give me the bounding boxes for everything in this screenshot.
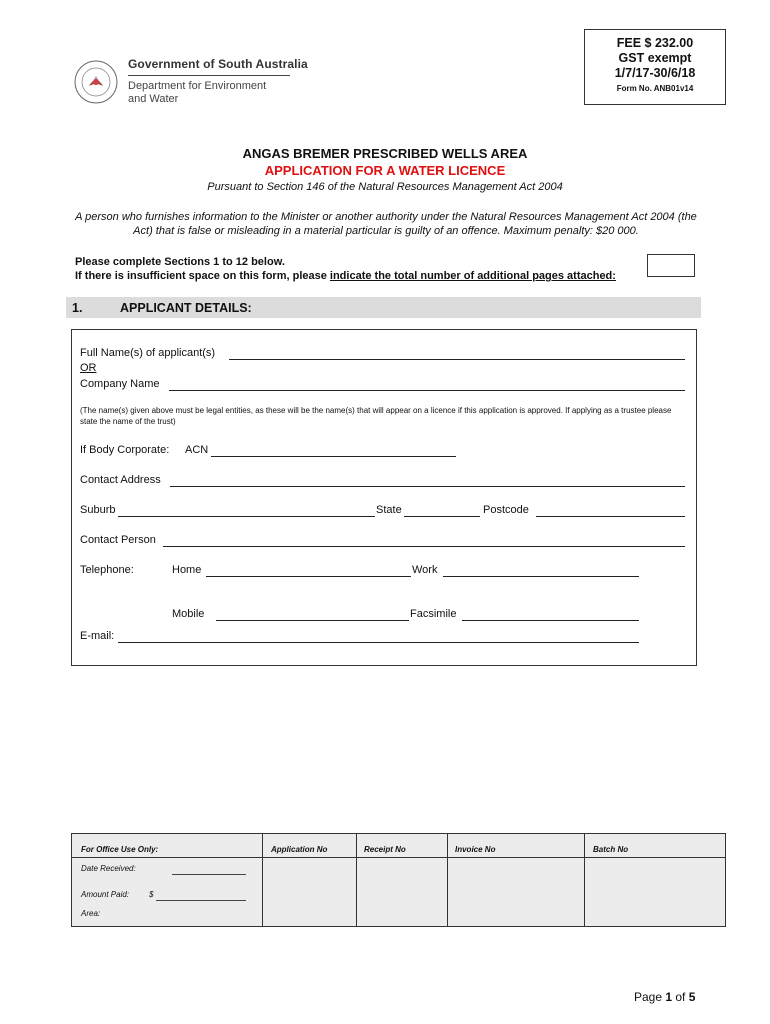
company-name-field[interactable] (169, 389, 685, 391)
page-total: 5 (688, 990, 696, 1004)
government-seal-icon (74, 60, 118, 104)
work-phone-label: Work (412, 564, 438, 576)
page-current: 1 (665, 990, 673, 1004)
application-title: APPLICATION FOR A WATER LICENCE (264, 163, 506, 178)
gst-status: GST exempt (618, 51, 692, 65)
postcode-field[interactable] (536, 515, 685, 517)
suburb-field[interactable] (118, 515, 375, 517)
state-field[interactable] (404, 515, 480, 517)
receipt-no-header: Receipt No (364, 845, 406, 854)
telephone-label: Telephone: (80, 564, 134, 576)
instructions-line2-prefix: If there is insufficient space on this form, please (75, 270, 330, 282)
office-col-divider (584, 834, 585, 926)
government-title: Government of South Australia (128, 57, 308, 71)
section-title: APPLICANT DETAILS: (120, 301, 252, 315)
date-received-field[interactable] (172, 873, 246, 875)
contact-address-label: Contact Address (80, 474, 161, 486)
section-number: 1. (72, 301, 83, 315)
office-use-table (71, 833, 726, 927)
applicant-details-box (71, 329, 697, 666)
office-table-header-divider (72, 857, 725, 858)
legal-entity-note: (The name(s) given above must be legal entities, as these will be the name(s) that will appear on a licence if this application is approved. If applying as a trustee please state the name of the trust) (80, 406, 672, 426)
department-name-line2: and Water (128, 93, 179, 105)
instructions-line2-underlined: indicate the total number of additional pages attached: (329, 270, 616, 282)
department-name-line1: Department for Environment (128, 80, 267, 92)
penalty-warning: A person who furnishes information to the Minister or another authority under the Natural Resources Management Act 2004 (the Act) that is false or misleading in a material particular is guilty of an offence. Maximum penalty: $20 000. (75, 211, 697, 237)
facsimile-label: Facsimile (410, 608, 457, 620)
logo-divider (128, 75, 290, 76)
office-col-divider (356, 834, 357, 926)
additional-pages-field[interactable] (647, 254, 695, 277)
home-phone-label: Home (172, 564, 202, 576)
page-number (634, 990, 695, 1004)
invoice-no-header: Invoice No (455, 845, 496, 854)
full-names-label: Full Name(s) of applicant(s) (80, 347, 216, 359)
email-label: E-mail: (80, 630, 115, 642)
or-label: OR (80, 362, 97, 374)
page-of: of (672, 990, 689, 1004)
full-names-field[interactable] (229, 358, 685, 360)
fee-amount: FEE $ 232.00 (616, 36, 694, 50)
postcode-label: Postcode (483, 504, 529, 516)
office-use-label: For Office Use Only: (81, 845, 159, 854)
instructions-line2 (75, 269, 616, 283)
office-col-divider (447, 834, 448, 926)
work-phone-field[interactable] (443, 575, 639, 577)
company-name-label: Company Name (80, 378, 160, 390)
suburb-label: Suburb (80, 504, 116, 516)
facsimile-field[interactable] (462, 619, 639, 621)
acn-field[interactable] (211, 455, 456, 457)
instructions-line1: Please complete Sections 1 to 12 below. (75, 256, 285, 268)
mobile-field[interactable] (216, 619, 409, 621)
form-number: Form No. ANB01v14 (616, 84, 694, 93)
email-field[interactable] (118, 641, 639, 643)
amount-paid-field[interactable] (156, 899, 246, 901)
body-corporate-label: If Body Corporate: (80, 444, 170, 456)
home-phone-field[interactable] (206, 575, 411, 577)
area-title: ANGAS BREMER PRESCRIBED WELLS AREA (242, 146, 528, 161)
area-label: Area: (81, 909, 101, 918)
fee-period: 1/7/17-30/6/18 (614, 66, 696, 80)
state-label: State (376, 504, 402, 516)
application-no-header: Application No (271, 845, 328, 854)
batch-no-header: Batch No (593, 845, 629, 854)
mobile-label: Mobile (172, 608, 205, 620)
amount-paid-label: Amount Paid: (81, 890, 130, 899)
contact-person-label: Contact Person (80, 534, 156, 546)
office-col-divider (262, 834, 263, 926)
pursuant-subtitle: Pursuant to Section 146 of the Natural Resources Management Act 2004 (207, 181, 563, 193)
date-received-label: Date Received: (81, 864, 136, 873)
department-logo-text (128, 57, 308, 106)
acn-label: ACN (185, 444, 209, 456)
instructions (75, 255, 616, 283)
page-word: Page (634, 990, 666, 1004)
fee-box (584, 29, 726, 105)
contact-address-field[interactable] (170, 485, 685, 487)
dollar-sign: $ (149, 890, 154, 899)
contact-person-field[interactable] (163, 545, 685, 547)
